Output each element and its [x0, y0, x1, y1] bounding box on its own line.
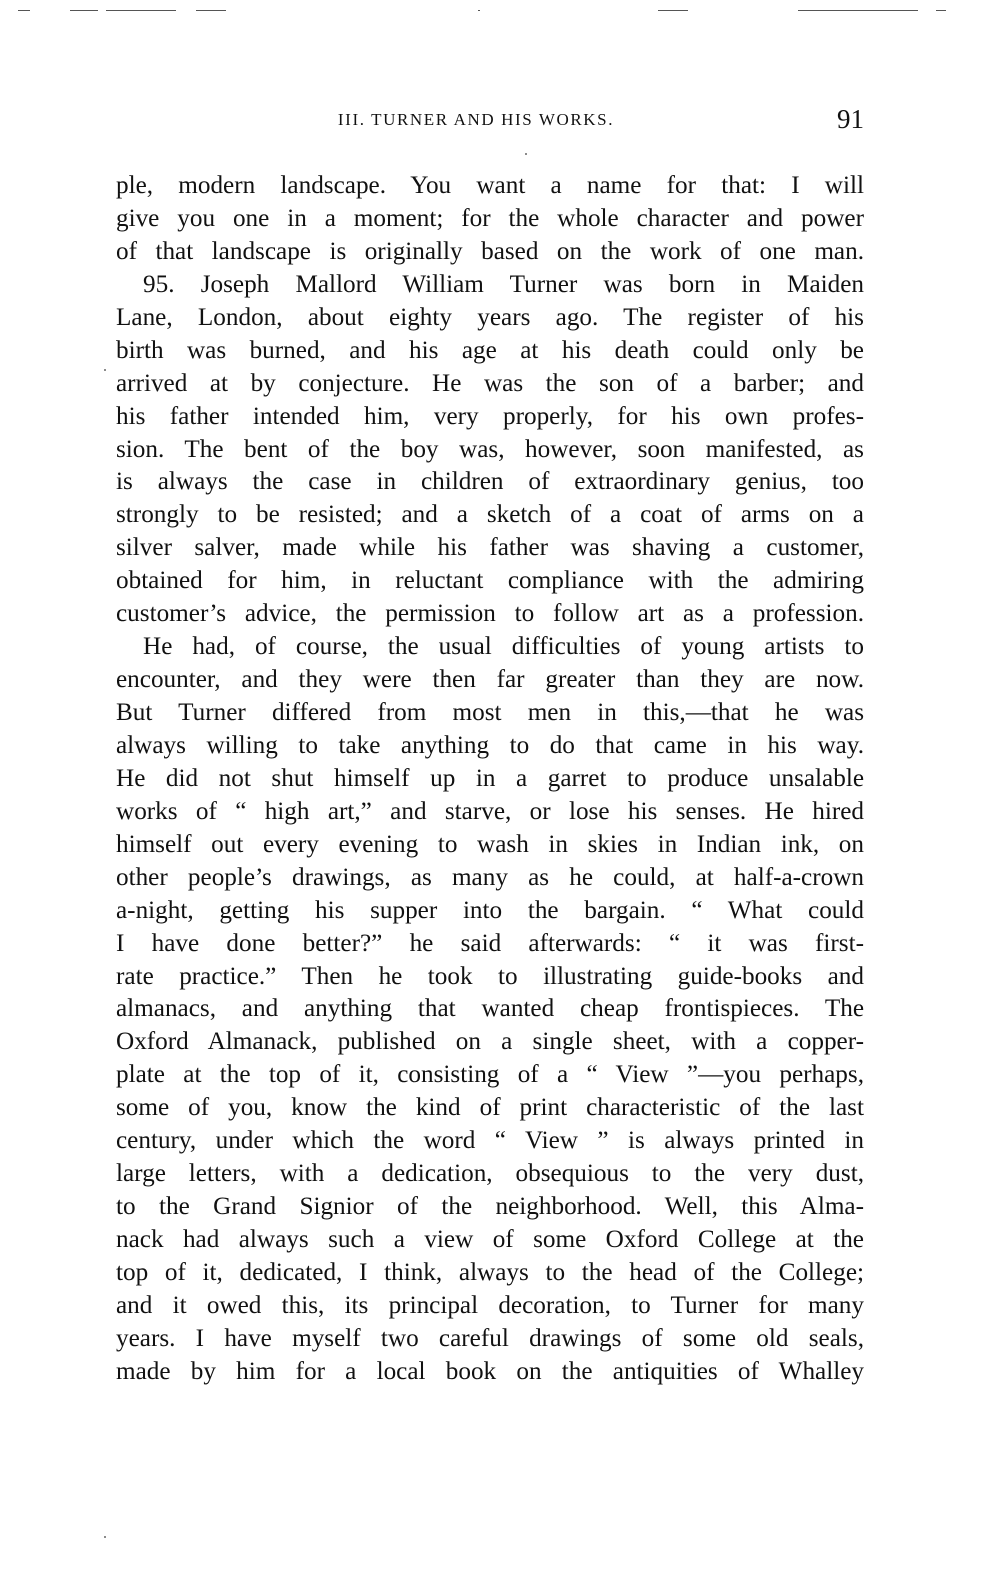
scan-mark: [106, 10, 176, 11]
text-line: works of “ high art,” and starve, or lose his senses. He hired: [116, 797, 864, 825]
text-line: century, under which the word “ View ” is always printed in: [116, 1127, 864, 1155]
text-line: to the Grand Signior of the neighborhood. Well, this Alma-: [116, 1193, 864, 1221]
scan-mark: [70, 10, 98, 11]
scan-mark: [478, 10, 480, 11]
text-line: a-night, getting his supper into the bargain. “ What could: [116, 896, 864, 924]
text-line: top of it, dedicated, I think, always to the head of the College;: [116, 1258, 864, 1286]
text-line: But Turner differed from most men in this,—that he was: [116, 699, 864, 726]
running-head-title: III. TURNER AND HIS WORKS.: [337, 110, 615, 129]
margin-mark: [104, 369, 106, 371]
scan-mark: [196, 10, 226, 11]
text-line: almanacs, and anything that wanted cheap frontispieces. The: [116, 995, 864, 1023]
scan-speck: [525, 153, 527, 155]
text-line: some of you, know the kind of print characteristic of the last: [116, 1094, 864, 1122]
text-line: always willing to take anything to do that came in his way.: [116, 731, 864, 759]
text-line: of that landscape is originally based on the work of one man.: [116, 237, 864, 265]
text-line: arrived at by conjecture. He was the son of a barber; and: [116, 369, 864, 397]
text-line: birth was burned, and his age at his death could only be: [116, 336, 864, 364]
text-line: and it owed this, its principal decoration, to Turner for many: [116, 1291, 864, 1319]
text-line: is always the case in children of extraordinary genius, too: [116, 468, 864, 496]
scan-mark: [936, 10, 946, 11]
text-line: encounter, and they were then far greater than they are now.: [116, 666, 864, 694]
text-line: ple, modern landscape. You want a name for that: I will: [116, 172, 864, 199]
text-line: customer’s advice, the permission to follow art as a profession.: [116, 600, 864, 628]
text-line: I have done better?” he said afterwards: “ it was first-: [116, 929, 864, 957]
page-number: 91: [837, 104, 864, 134]
text-line: other people’s drawings, as many as he could, at half-a-crown: [116, 863, 864, 891]
text-line: his father intended him, very properly, for his own profes-: [116, 402, 864, 430]
scan-mark: [18, 10, 30, 11]
text-line: himself out every evening to wash in skies in Indian ink, on: [116, 830, 864, 858]
text-line: made by him for a local book on the antiquities of Whalley: [116, 1357, 864, 1385]
text-line: Oxford Almanack, published on a single sheet, with a copper-: [116, 1028, 864, 1056]
text-line: Lane, London, about eighty years ago. The register of his: [116, 303, 864, 331]
text-line: plate at the top of it, consisting of a “ View ”—you perhaps,: [116, 1061, 864, 1089]
text-line: give you one in a moment; for the whole character and power: [116, 204, 864, 232]
text-line: sion. The bent of the boy was, however, soon manifested, as: [116, 435, 864, 463]
text-line: silver salver, made while his father was shaving a customer,: [116, 534, 864, 562]
scan-mark: [798, 10, 918, 11]
text-line: He had, of course, the usual difficulties of young artists to: [143, 633, 864, 661]
text-line: 95. Joseph Mallord William Turner was born in Maiden: [143, 270, 864, 298]
text-line: obtained for him, in reluctant compliance with the admiring: [116, 567, 864, 595]
margin-mark: [104, 1536, 106, 1538]
text-line: strongly to be resisted; and a sketch of a coat of arms on a: [116, 501, 864, 529]
text-line: He did not shut himself up in a garret to produce unsalable: [116, 764, 864, 792]
text-line: years. I have myself two careful drawings of some old seals,: [116, 1324, 864, 1352]
scan-edge-artifacts: [18, 8, 968, 14]
scan-mark: [658, 10, 688, 11]
page-header: [116, 104, 864, 138]
text-line: large letters, with a dedication, obsequious to the very dust,: [116, 1160, 864, 1188]
text-line: rate practice.” Then he took to illustrating guide-books and: [116, 962, 864, 990]
body-text: [116, 170, 864, 1389]
text-line: nack had always such a view of some Oxford College at the: [116, 1226, 864, 1253]
